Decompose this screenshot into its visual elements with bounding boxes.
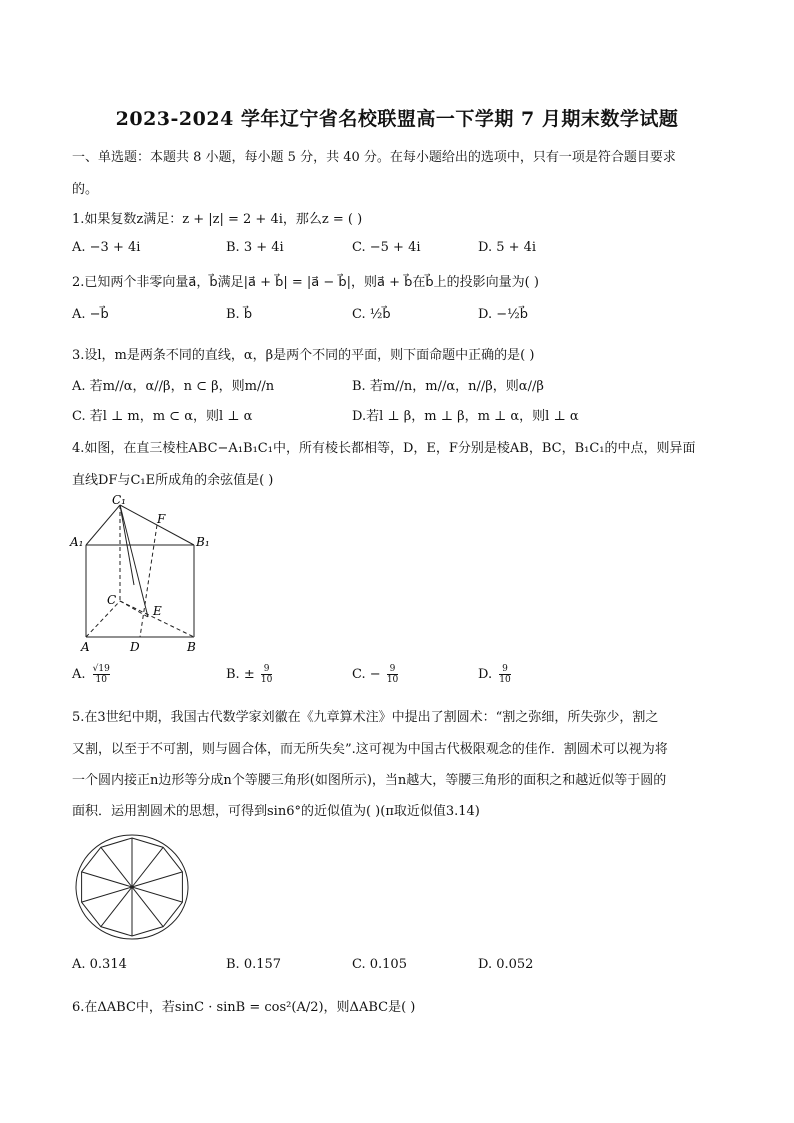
q4-option-a-den: 10 bbox=[95, 675, 107, 685]
q1-option-d: D. 5 + 4i bbox=[478, 240, 537, 255]
q4-option-d-num: 9 bbox=[499, 664, 510, 675]
q2-option-d: D. −½b⃗ bbox=[478, 307, 528, 322]
q5-line1: 5.在3世纪中期，我国古代数学家刘徽在《九章算术注》中提出了割圆术：“割之弥细，所失弥少，割之 bbox=[72, 710, 659, 725]
q4-option-d-den: 10 bbox=[499, 675, 511, 685]
q3-option-b: B. 若m//n，m//α，n//β，则α//β bbox=[352, 379, 544, 394]
spoke-line bbox=[132, 887, 163, 927]
q3-option-a: A. 若m//α，α//β，n ⊂ β，则m//n bbox=[72, 379, 275, 394]
spoke-line bbox=[132, 872, 182, 887]
q4-option-c bbox=[352, 664, 398, 685]
q4-option-a-num: √19 bbox=[92, 664, 110, 674]
spoke-line bbox=[101, 887, 132, 927]
label-c: C bbox=[107, 593, 117, 607]
q4-stem-line2: 直线DF与C₁E所成角的余弦值是( ) bbox=[72, 473, 274, 488]
q5-option-c: C. 0.105 bbox=[352, 957, 407, 972]
label-b: B bbox=[187, 640, 196, 654]
label-a: A bbox=[81, 640, 90, 654]
q2-option-b: B. b⃗ bbox=[226, 307, 253, 322]
q5-line3: 一个圆内接正n边形等分成n个等腰三角形(如图所示)，当n越大，等腰三角形的面积之和越近似等于圆的 bbox=[72, 773, 667, 788]
q2-option-c: C. ½b⃗ bbox=[352, 307, 391, 322]
spoke-line bbox=[82, 887, 132, 902]
q5-line4: 面积．运用割圆术的思想，可得到sin6°的近似值为( )(π取近似值3.14) bbox=[72, 804, 480, 819]
q4-option-a-prefix: A. bbox=[72, 667, 86, 682]
spoke-line bbox=[132, 887, 182, 902]
q3-stem: 3.设l，m是两条不同的直线，α，β是两个不同的平面，则下面命题中正确的是( ) bbox=[72, 348, 535, 363]
q4-option-a bbox=[72, 664, 110, 685]
q4-option-c-num: 9 bbox=[387, 664, 398, 675]
q4-option-d bbox=[478, 664, 511, 685]
section-heading-line2: 的。 bbox=[72, 182, 99, 197]
q4-option-b-prefix: B. bbox=[226, 667, 240, 682]
q4-option-c-prefix: C. bbox=[352, 667, 366, 682]
prism-figure bbox=[66, 490, 226, 658]
q1-option-c: C. −5 + 4i bbox=[352, 240, 421, 255]
q1-stem: 1.如果复数z满足：z + |z| = 2 + 4i，那么z = ( ) bbox=[72, 212, 363, 227]
q4-option-b bbox=[226, 664, 272, 685]
spoke-line bbox=[132, 847, 163, 887]
label-d: D bbox=[130, 640, 140, 654]
q1-option-a: A. −3 + 4i bbox=[72, 240, 141, 255]
q2-stem: 2.已知两个非零向量a⃗，b⃗满足|a⃗ + b⃗| = |a⃗ − b⃗|，则a⃗ + b⃗在b⃗上的投影向量为( ) bbox=[72, 275, 539, 290]
q2-option-a: A. −b⃗ bbox=[72, 307, 109, 322]
q4-stem-line1: 4.如图，在直三棱柱ABC−A₁B₁C₁中，所有棱长都相等，D，E，F分别是棱AB，BC，B₁C₁的中点，则异面 bbox=[72, 441, 696, 456]
q4-option-b-num: 9 bbox=[261, 664, 272, 675]
circle-polygon-figure bbox=[70, 830, 194, 944]
q3-option-d: D.若l ⊥ β，m ⊥ β，m ⊥ α，则l ⊥ α bbox=[352, 409, 579, 424]
q4-option-c-den: 10 bbox=[386, 675, 399, 685]
spoke-line bbox=[82, 872, 132, 887]
label-c1: C₁ bbox=[112, 493, 126, 507]
q3-option-c: C. 若l ⊥ m，m ⊂ α，则l ⊥ α bbox=[72, 409, 253, 424]
label-a1: A₁ bbox=[70, 535, 84, 549]
q5-option-b: B. 0.157 bbox=[226, 957, 282, 972]
q5-option-d: D. 0.052 bbox=[478, 957, 534, 972]
q1-option-b: B. 3 + 4i bbox=[226, 240, 284, 255]
q4-option-c-sign: − bbox=[369, 667, 381, 682]
page-title: 2023-2024 学年辽宁省名校联盟高一下学期 7 月期末数学试题 bbox=[115, 108, 679, 130]
section-heading-line1: 一、单选题：本题共 8 小题，每小题 5 分，共 40 分。在每小题给出的选项中，只有一项是符合题目要求 bbox=[72, 150, 676, 165]
label-f: F bbox=[157, 512, 166, 526]
q4-option-b-sign: ± bbox=[243, 667, 255, 682]
label-e: E bbox=[153, 604, 162, 618]
q5-line2: 又割，以至于不可割，则与圆合体，而无所失矣”.这可视为中国古代极限观念的佳作．割圆术可以视为将 bbox=[72, 742, 668, 757]
q6-stem: 6.在ΔABC中，若sinC · sinB = cos²(A/2)，则ΔABC是( ) bbox=[72, 1000, 416, 1015]
q5-option-a: A. 0.314 bbox=[72, 957, 127, 972]
q4-option-b-den: 10 bbox=[260, 675, 273, 685]
label-b1: B₁ bbox=[196, 535, 210, 549]
spoke-line bbox=[101, 847, 132, 887]
q4-option-d-prefix: D. bbox=[478, 667, 493, 682]
